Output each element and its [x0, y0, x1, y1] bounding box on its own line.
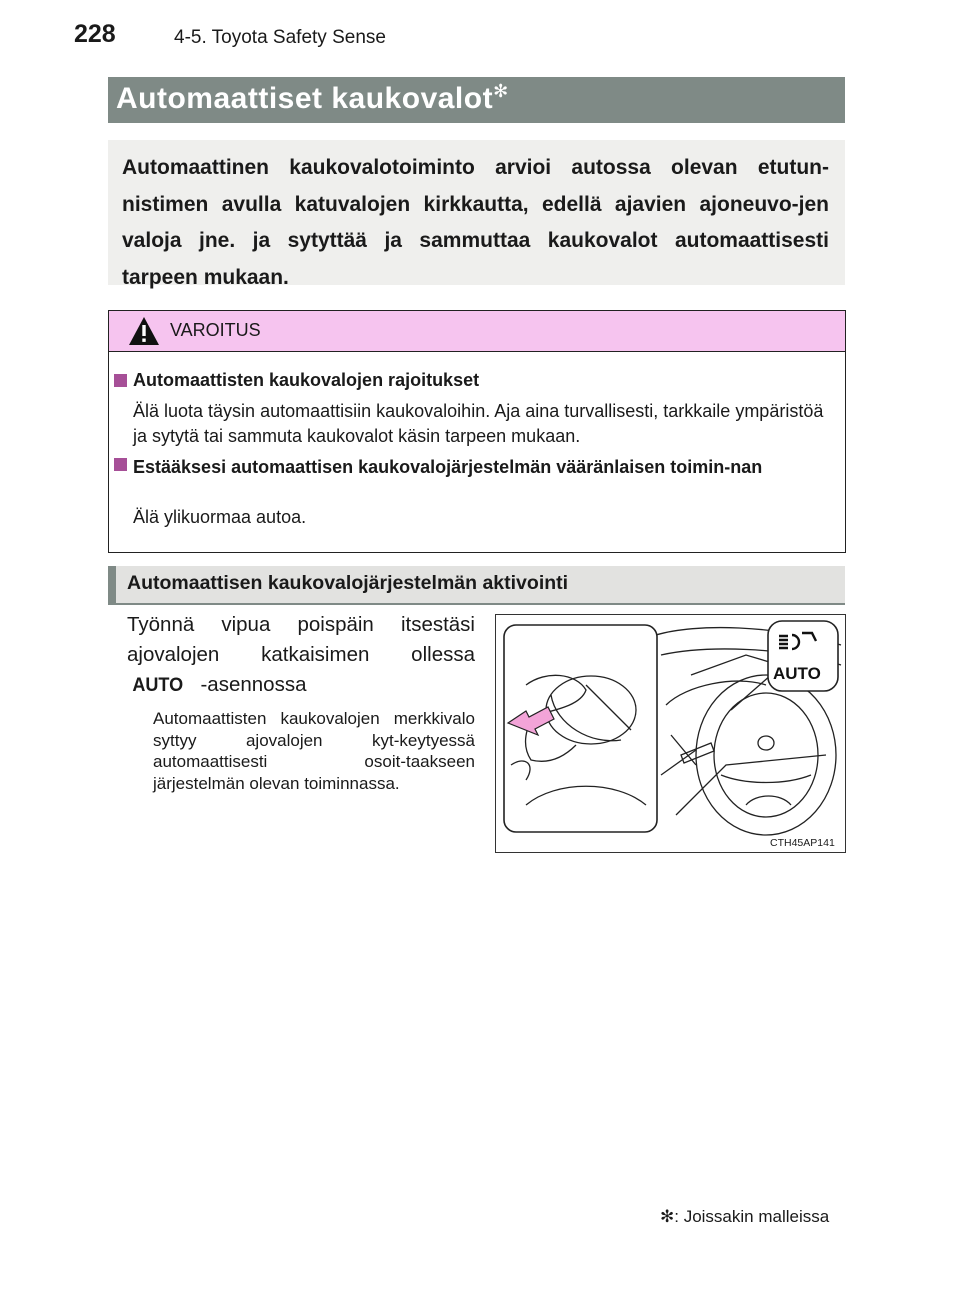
step-text-end [127, 670, 306, 701]
step-text: Työnnä vipua poispäin itsestäsi ajovalojen katkaisimen ollessa [127, 613, 475, 666]
subsection-accent [108, 566, 116, 603]
warning-item-text: Älä ylikuormaa autoa. [133, 507, 307, 527]
warning-label: VAROITUS [170, 320, 261, 340]
page-title-text: Automaattiset kaukovalot [116, 82, 494, 115]
section-label: 4-5. Toyota Safety Sense [174, 27, 386, 48]
warning-item-title: Estääksesi automaattisen kaukovalojärjestelmän vääränlaisen toimin-nan [133, 457, 763, 477]
step-note: Automaattisten kaukovalojen merkkivalo syttyy ajovalojen kyt-keytyessä automaattisesti osoit-taakseen järjestelmän olevan toiminnassa. [153, 709, 475, 793]
bullet-square-icon [114, 374, 127, 387]
figure-code: CTH45AP141 [770, 837, 835, 849]
figure-auto-label: AUTO [773, 664, 821, 683]
warning-item-text: Älä luota täysin automaattisiin kaukovaloihin. Aja aina turvallisesti, tarkkaile ympäristöä ja sytytä tai sammuta kaukovalot käsin tarpeen mukaan. [133, 401, 824, 446]
asterisk-marker: ✻ [493, 81, 509, 101]
asterisk-marker: ✻ [660, 1207, 675, 1226]
step-suffix: -asennossa [200, 673, 307, 696]
auto-mode-label: AUTO [132, 675, 184, 696]
illustration-frame [495, 614, 846, 853]
page-number: 228 [74, 20, 116, 48]
footnote [660, 1207, 829, 1227]
warning-triangle-icon [128, 316, 160, 346]
warning-item-title: Automaattisten kaukovalojen rajoitukset [133, 370, 480, 390]
footnote-text: : Joissakin malleissa [674, 1207, 830, 1226]
subsection-title: Automaattisen kaukovalojärjestelmän aktivointi [127, 572, 569, 594]
headlight-lever-illustration [496, 615, 845, 852]
intro-text: Automaattinen kaukovalotoiminto arvioi autossa olevan etutun-nistimen avulla katuvalojen kirkkautta, edellä ajavien ajoneuvo-jen valoja jne. ja sytyttää ja sammuttaa kaukovalot automaattisesti tarpeen mukaan. [122, 156, 829, 289]
bullet-square-icon [114, 458, 127, 471]
page-title [116, 81, 509, 116]
